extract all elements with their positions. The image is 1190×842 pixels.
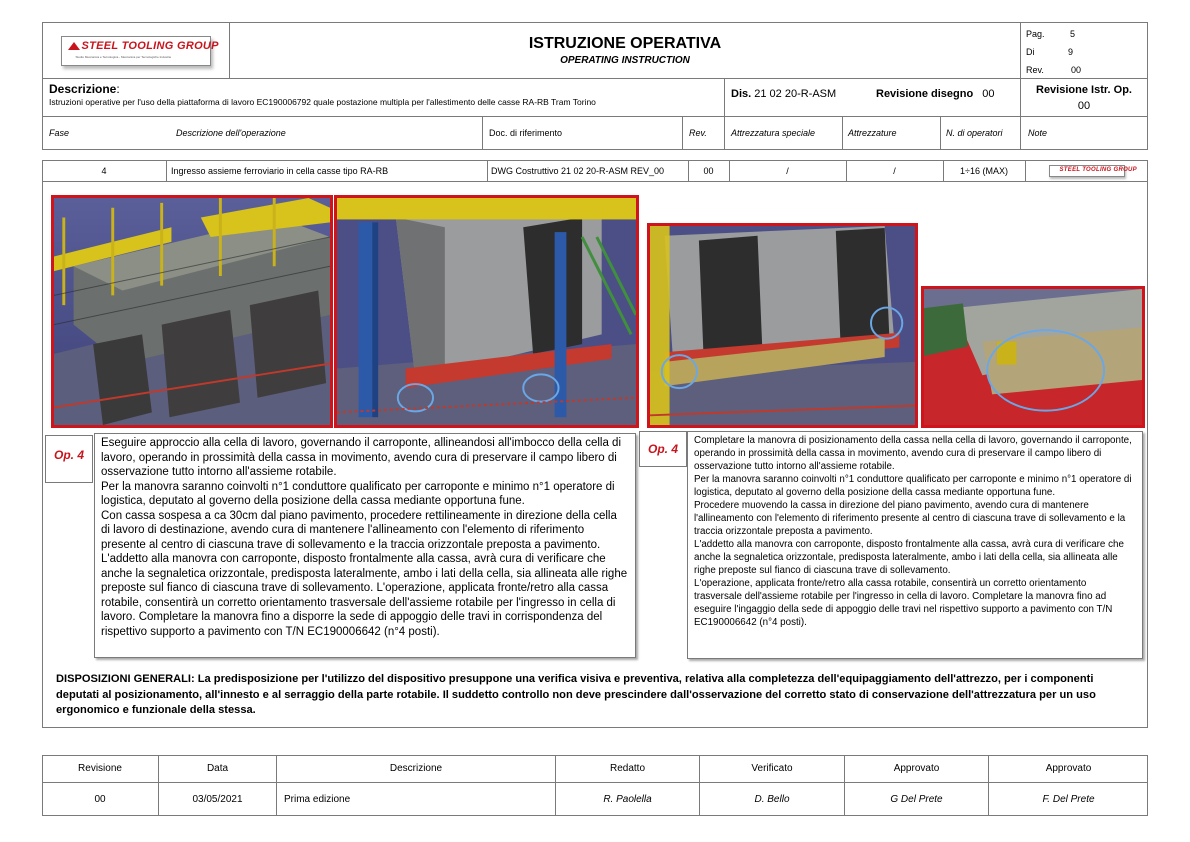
image-cell-approach <box>334 195 639 428</box>
col-divider <box>842 117 843 150</box>
di-value: 9 <box>1068 47 1074 57</box>
di-label: Di <box>1026 47 1035 57</box>
descrizione-label: Descrizione <box>49 82 117 96</box>
logo-tagline: Studio Meccanica e Tecnologica - Meccanica per Tecnologiche Industrie <box>75 54 172 59</box>
phase-divider <box>166 160 167 182</box>
phase-attrezzature: / <box>893 166 896 176</box>
revision-header-5: Approvato <box>845 755 989 782</box>
revision-value-4: D. Bello <box>700 783 845 816</box>
op-text-left: Eseguire approccio alla cella di lavoro, governando il carroponte, allineandosi all'imbocco della cella di lavoro, operando in prossimità della cassa in movimento, avendo cura di preservare il campo libero di osservazione tutto intorno all'assieme rotabile. Per la manovra saranno coinvolti n°1 conduttore qualificato per carroponte e minimo n°1 operatore di logistica, deputato al governo della posizione della cassa mediante opportuna fune. Con cassa sospesa a ca 30cm dal piano pavimento, procedere rettilineamente in direzione della cella di lavoro di destinazione, avendo cura di mantenere l'allineamento con l'elemento di riferimento presente al centro di ciascuna trave di sollevamento e la traccia orizzontale preposta a pavimento. L'addetto alla manovra con carroponte, disposto frontalmente alla cassa, avrà cura di verificare che anche la segnaletica orizzontale, predisposta lateralmente, ambo i lati della cella, sia allineata alle righe preposte sul fianco di ciascuna trave di sollevamento. L'operazione, applicata fronte/retro alla cassa rotabile, consentirà un corretto orientamento trasversale dell'assieme rotabile per l'ingresso in cella di lavoro. Completare la manovra fino a disporre la sede di appoggio delle travi in corrispondenza del rispettivo supporto a pavimento con T/N EC190006642 (n°4 posti). <box>101 437 628 638</box>
dis-value: 21 02 20-R-ASM <box>754 88 837 100</box>
col-attrezzatura-speciale: Attrezzatura speciale <box>731 128 816 138</box>
revision-value-5: G Del Prete <box>845 783 989 816</box>
op-text-right: Completare la manovra di posizionamento della cassa nella cella di lavoro, governando il carroponte, operando in prossimità della cassa in movimento, avendo cura di preservare il campo libero di osservazione tutto intorno all'assieme rotabile. Per la manovra saranno coinvolti n°1 conduttore qualificato per carroponte e minimo n°1 operatore di logistica, deputato al governo della posizione della cassa mediante opportuna fune. Procedere muovendo la cassa in direzione del piano pavimento, avendo cura di mantenere l'allineamento con l'elemento di riferimento presente al centro di ciascuna trave di sollevamento e la traccia orizzontale preposta a pavimento. L'addetto alla manovra con carroponte, disposto frontalmente alla cassa, avrà cura di verificare che anche la segnaletica orizzontale, predisposta lateralmente, ambo i lati della cella, sia allineata alle righe preposte sul fianco di ciascuna trave di sollevamento. L'operazione, applicata fronte/retro alla cassa rotabile, consentirà un corretto orientamento trasversale dell'assieme rotabile per l'ingresso in cella di lavoro. Completare la manovra fino ad eseguire l'ingaggio della sede di appoggio delle travi nel rispettivo supporto a pavimento con T/N EC190006642 (n°4 posti). <box>694 435 1132 628</box>
descrizione-text: Istruzioni operative per l'uso della piattaforma di lavoro EC190006792 quale postazione multipla per l'allestimento delle casse RA-RB Tram Torino <box>49 97 596 107</box>
pag-value: 5 <box>1070 29 1076 39</box>
col-descrizione-operazione: Descrizione dell'operazione <box>176 128 286 138</box>
revision-header-3: Redatto <box>556 755 700 782</box>
descrizione-divider-1 <box>724 79 725 117</box>
doc-subtitle: OPERATING INSTRUCTION <box>560 55 690 66</box>
descrizione-colon: : <box>116 82 120 96</box>
phase-fase: 4 <box>101 166 107 176</box>
revision-value-6: F. Del Prete <box>1042 794 1095 805</box>
descrizione-heading <box>49 82 120 96</box>
phase-attrezzatura-speciale: / <box>786 166 789 176</box>
col-divider <box>1020 117 1021 150</box>
op-description-right <box>687 431 1143 659</box>
phase-doc: DWG Costruttivo 21 02 20-R-ASM REV_00 <box>491 166 665 176</box>
rev-disegno-cell <box>876 88 995 101</box>
col-attrezzature: Attrezzature <box>848 128 897 138</box>
logo-emblem-icon <box>67 40 81 52</box>
phase-descrizione: Ingresso assieme ferroviario in cella casse tipo RA-RB <box>171 166 389 176</box>
doc-title: ISTRUZIONE OPERATIVA <box>528 35 722 52</box>
col-fase: Fase <box>49 128 70 138</box>
dis-label: Dis. <box>731 88 752 100</box>
op-description-left <box>94 433 636 658</box>
revision-header-0: Revisione <box>42 755 159 782</box>
rev-istr-label: Revisione Istr. Op. <box>1036 84 1132 96</box>
rev-istr-value: 00 <box>1077 100 1091 112</box>
revision-value-0: 00 <box>42 783 159 816</box>
phase-n-operatori: 1÷16 (MAX) <box>960 166 1008 176</box>
col-divider <box>940 117 941 150</box>
rev-disegno-value: 00 <box>982 88 995 100</box>
revision-value-2: Prima edizione <box>277 783 556 816</box>
phase-rev: 00 <box>703 166 714 176</box>
image-support-detail <box>921 286 1145 428</box>
revision-value-3: R. Paolella <box>556 783 700 816</box>
pag-label: Pag. <box>1026 29 1045 39</box>
col-divider <box>682 117 683 150</box>
col-divider <box>482 117 483 150</box>
logo-brand: STEEL TOOLING GROUP <box>81 39 219 52</box>
col-doc-riferimento: Doc. di riferimento <box>489 128 563 138</box>
rev-label: Rev. <box>1026 65 1044 75</box>
rev-disegno-label: Revisione disegno <box>876 88 974 100</box>
disposizioni-generali: DISPOSIZIONI GENERALI: La predisposizione per l'utilizzo del dispositivo presuppone una verifica visiva e preventiva, relativa alla completezza dell'equipaggiamento dell'attrezzo, per i componenti deputati al posizionamento, all'innesto e al serraggio della parte rotabile. Il suddetto controllo non deve prescindere dall'osservazione del corretto stato di conservazione dell'attrezzatura per un uso ergonomico e funzionale della stessa. <box>56 673 1096 716</box>
phase-divider <box>487 160 488 182</box>
small-logo-brand: STEEL TOOLING GROUP <box>1059 167 1137 173</box>
col-divider <box>724 117 725 150</box>
revision-header-4: Verificato <box>700 755 845 782</box>
col-note: Note <box>1028 128 1048 138</box>
image-platform-overview <box>51 195 333 428</box>
rev-value: 00 <box>1071 65 1082 75</box>
revision-header-2: Descrizione <box>277 755 556 782</box>
image-beam-alignment <box>647 223 918 428</box>
pagination-cell <box>1020 22 1148 79</box>
revision-header-1: Data <box>159 755 277 782</box>
company-logo <box>61 36 219 66</box>
revision-header-6: Approvato <box>1045 763 1092 774</box>
op-label-left: Op. 4 <box>45 435 93 483</box>
phase-note-cell <box>1025 160 1148 182</box>
dis-cell <box>731 88 836 101</box>
op-label-right: Op. 4 <box>639 431 687 467</box>
col-rev: Rev. <box>689 128 707 138</box>
revision-value-1: 03/05/2021 <box>159 783 277 816</box>
phase-note-logo <box>1049 165 1137 177</box>
header-logo-cell <box>42 22 230 79</box>
col-n-operatori: N. di operatori <box>946 128 1003 138</box>
